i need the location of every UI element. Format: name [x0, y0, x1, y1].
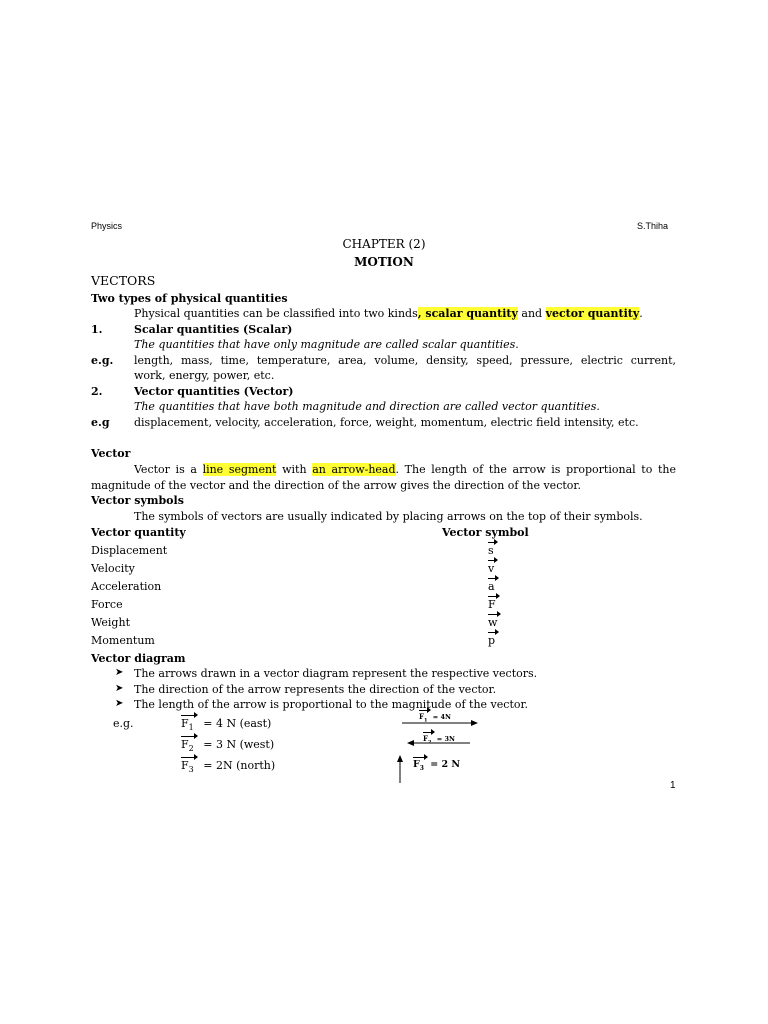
north-label-symbol: F	[413, 759, 420, 770]
diagram-bullet-1: The arrows drawn in a vector diagram represent the respective vectors.	[134, 667, 538, 680]
chapter-title: CHAPTER (2)	[342, 237, 426, 251]
row-momentum: Momentum	[91, 634, 155, 647]
col-vector-quantity: Vector quantity	[91, 526, 186, 539]
highlight-line-segment: line segment	[202, 463, 277, 476]
vector-p-mid: with	[276, 463, 313, 476]
vector-arrow-icon	[419, 712, 427, 723]
bullet-arrow-icon: ➤	[115, 698, 124, 709]
symbols-heading: Vector symbols	[91, 494, 184, 507]
vector-definition: The quantities that have both magnitude and direction are called vector quantities.	[134, 400, 600, 413]
scalar-eg-label: e.g.	[91, 354, 114, 367]
symbol-v	[488, 562, 494, 575]
symbol-w	[488, 616, 497, 629]
vector-arrow-icon	[181, 738, 194, 753]
vector-p-line1-end: . The length of the arrow is proportional to the	[395, 463, 676, 476]
arrow-north-icon	[393, 754, 407, 784]
example-f3	[181, 759, 275, 774]
symbol-p	[488, 634, 495, 647]
symbol-s	[488, 544, 494, 557]
vector-section-heading: Vector	[91, 447, 131, 460]
f3-symbol: F	[181, 759, 189, 772]
vector-arrow-icon: p	[488, 634, 496, 647]
diagram-bullet-3: The length of the arrow is proportional to the magnitude of the vector.	[134, 698, 529, 711]
east-label-sub: 1	[423, 717, 428, 724]
west-label-sub: 2	[427, 739, 432, 746]
vector-paragraph-line1	[134, 463, 676, 476]
highlight-arrow-head: an arrow-head	[312, 463, 396, 476]
vector-arrow-icon: F	[488, 598, 496, 611]
vector-arrow-icon	[423, 734, 431, 745]
vector-heading: Vector quantities (Vector)	[134, 385, 294, 398]
vector-p-start: Vector is a	[134, 463, 203, 476]
header-left: Physics	[91, 221, 123, 231]
highlight-scalar: , scalar quantity	[417, 307, 518, 320]
scalar-eg-line1: length, mass, time, temperature, area, volume, density, speed, pressure, electric current,	[134, 354, 676, 367]
f2-sub: 2	[188, 744, 194, 754]
f2-symbol: F	[181, 738, 189, 751]
vector-arrow-icon: v	[488, 562, 495, 575]
vector-arrow-icon: s	[488, 544, 494, 557]
highlight-vector: vector quantity	[545, 307, 640, 320]
f1-symbol: F	[181, 717, 189, 730]
symbol-f	[488, 598, 496, 611]
vector-number: 2.	[91, 385, 103, 398]
vector-arrow-icon: a	[488, 580, 495, 593]
f2-value: = 3 N (west)	[203, 738, 275, 751]
vector-arrow-icon: w	[488, 616, 498, 629]
section-title: VECTORS	[91, 273, 156, 288]
col-vector-symbol: Vector symbol	[442, 526, 529, 539]
page-number: 1	[670, 780, 676, 791]
vector-eg-label: e.g	[91, 416, 110, 429]
two-types-heading: Two types of physical quantities	[91, 292, 288, 305]
diagram-heading: Vector diagram	[91, 652, 186, 665]
row-acceleration: Acceleration	[91, 580, 162, 593]
f1-value: = 4 N (east)	[203, 717, 272, 730]
north-label-sub: 3	[419, 764, 424, 772]
west-label-value: = 3N	[436, 735, 455, 743]
diagram-eg-label: e.g.	[113, 717, 134, 730]
arrow-west-label	[423, 734, 455, 745]
arrow-east-label	[419, 712, 451, 723]
intro-text: Physical quantities can be classified into two kinds	[134, 307, 418, 320]
bullet-arrow-icon: ➤	[115, 667, 124, 678]
vector-paragraph-line2: magnitude of the vector and the direction of the arrow gives the direction of the vector.	[91, 479, 581, 492]
f1-sub: 1	[188, 723, 194, 733]
example-f2	[181, 738, 274, 753]
header-right: S.Thiha	[637, 221, 669, 231]
chapter-subtitle: MOTION	[354, 255, 414, 269]
arrow-north-label	[413, 759, 460, 772]
intro-end: .	[639, 307, 643, 320]
diagram-bullet-2: The direction of the arrow represents the direction of the vector.	[134, 683, 497, 696]
vector-eg-text: displacement, velocity, acceleration, force, weight, momentum, electric field intensity, etc.	[134, 416, 639, 429]
symbols-text: The symbols of vectors are usually indicated by placing arrows on the top of their symbols.	[134, 510, 643, 523]
vector-arrow-icon	[181, 759, 194, 774]
vector-arrow-icon	[413, 759, 424, 772]
row-weight: Weight	[91, 616, 130, 629]
row-displacement: Displacement	[91, 544, 168, 557]
scalar-heading: Scalar quantities (Scalar)	[134, 323, 293, 336]
west-label-symbol: F	[423, 734, 428, 743]
symbol-a	[488, 580, 495, 593]
vector-arrow-icon	[181, 717, 194, 732]
f3-sub: 3	[188, 765, 194, 775]
north-label-value: = 2 N	[430, 759, 461, 770]
example-f1	[181, 717, 271, 732]
scalar-definition: The quantities that have only magnitude are called scalar quantities.	[134, 338, 519, 351]
row-velocity: Velocity	[91, 562, 135, 575]
f3-value: = 2N (north)	[203, 759, 276, 772]
row-force: Force	[91, 598, 123, 611]
intro-and: and	[517, 307, 546, 320]
bullet-arrow-icon: ➤	[115, 683, 124, 694]
scalar-number: 1.	[91, 323, 103, 336]
scalar-eg-line2: work, energy, power, etc.	[134, 369, 275, 382]
east-label-value: = 4N	[432, 713, 451, 721]
two-types-intro	[134, 307, 643, 320]
east-label-symbol: F	[419, 712, 424, 721]
